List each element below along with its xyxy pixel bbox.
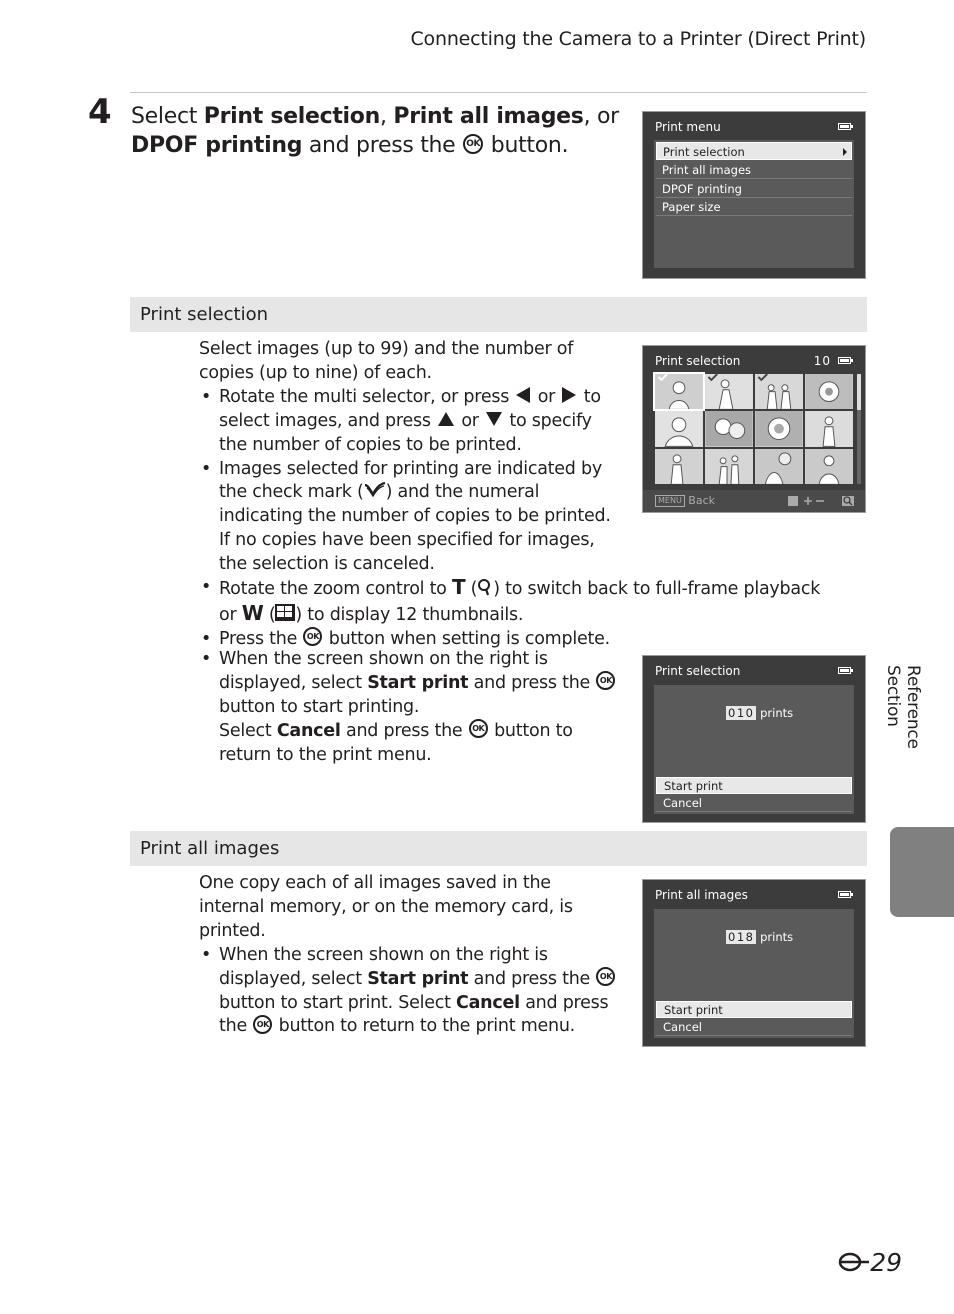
thumbnail-icon — [275, 604, 295, 621]
step-instruction: Select Print selection, Print all images, or DPOF printing and press the OK button. — [131, 104, 619, 158]
thumbnail[interactable] — [755, 449, 803, 484]
down-arrow-icon — [486, 412, 502, 426]
screen-title: Print menu — [655, 120, 721, 134]
side-section-label: Reference Section — [883, 665, 923, 749]
arrow-right-icon — [843, 148, 847, 156]
ok-button-icon: OK — [253, 1015, 272, 1034]
zoom-w-label: W — [241, 600, 264, 625]
menu-item-print-selection[interactable]: Print selection — [656, 142, 852, 160]
screen-print-menu — [642, 111, 866, 279]
menu-list — [654, 140, 854, 268]
right-arrow-icon — [562, 387, 576, 403]
thumbnail[interactable] — [755, 374, 803, 409]
confirm-panel — [654, 685, 854, 814]
back-label: Back — [688, 494, 716, 507]
section-heading-print-selection: Print selection — [130, 297, 867, 332]
battery-icon — [838, 123, 851, 130]
footer-icons — [786, 490, 856, 512]
ok-button-icon: OK — [469, 719, 488, 738]
option-start-print[interactable]: Start print — [656, 1001, 852, 1018]
ok-button-icon: OK — [463, 134, 483, 154]
print-all-text — [199, 872, 619, 1039]
bullet-rotate-selector: • Rotate the multi selector, or press or to select images, and press or to specify the number of copies to be printed. — [199, 386, 619, 458]
thumbnail[interactable] — [705, 374, 753, 409]
confirm-panel — [654, 909, 854, 1038]
battery-icon — [838, 667, 851, 674]
print-selection-text — [199, 338, 619, 577]
screen-footer — [643, 490, 865, 512]
screen-print-selection-grid — [642, 345, 866, 513]
battery-icon — [838, 357, 851, 364]
thumbnail[interactable] — [805, 449, 853, 484]
menu-item-paper-size[interactable]: Paper size — [656, 198, 852, 216]
check-mark-icon — [364, 482, 386, 498]
thumbnail[interactable] — [705, 411, 753, 446]
bullet-start-print-all: • When the screen shown on the right is displayed, select Start print and press the OK button to start print. Select Cancel and press the OK button to return to the print menu. — [199, 944, 619, 1040]
print-selection-intro: Select images (up to 99) and the number of copies (up to nine) of each. — [199, 339, 574, 383]
prints-count: 010 prints — [728, 706, 794, 720]
scroll-bar[interactable] — [857, 374, 861, 484]
option-cancel[interactable]: Cancel — [656, 1019, 852, 1036]
print-selection-text-wide — [199, 576, 839, 652]
prints-count: 018 prints — [728, 930, 794, 944]
magnifier-icon — [477, 578, 493, 596]
print-all-intro: One copy each of all images saved in the internal memory, or on the memory card, is printed. — [199, 873, 573, 941]
screen-title: Print selection — [655, 354, 741, 368]
option-cancel[interactable]: Cancel — [656, 795, 852, 812]
bullet-check-mark: • Images selected for printing are indicated by the check mark ( ) and the numeral indicating the number of copies to be printed. If no copies have been specified for images, the selection is canceled. — [199, 458, 619, 578]
screen-print-all-confirm — [642, 879, 866, 1047]
menu-item-print-all-images[interactable]: Print all images — [656, 161, 852, 179]
bullet-start-print: • When the screen shown on the right is displayed, select Start print and press the OK button to start printing. Select Cancel and press the OK button to return to the print menu. — [199, 648, 619, 768]
screen-title: Print all images — [655, 888, 748, 902]
reference-section-icon — [838, 1252, 870, 1272]
thumbnail[interactable] — [655, 374, 703, 409]
bullet-zoom-control: • Rotate the zoom control to T ( ) to switch back to full-frame playback or W ( ) to display 12 thumbnails. — [199, 576, 839, 628]
header-rule — [130, 92, 867, 93]
bullet-press-ok: • Press the OK button when setting is complete. — [199, 628, 839, 652]
thumbnail-grid — [655, 374, 853, 484]
menu-key-icon: MENU — [655, 495, 685, 507]
zoom-t-label: T — [451, 575, 466, 599]
page-header-title: Connecting the Camera to a Printer (Direct Print) — [410, 28, 866, 50]
thumbnail[interactable] — [755, 411, 803, 446]
thumbnail[interactable] — [655, 449, 703, 484]
battery-icon — [838, 891, 851, 898]
left-arrow-icon — [516, 387, 530, 403]
print-selection-text-start — [199, 648, 619, 768]
screen-print-selection-confirm — [642, 655, 866, 823]
up-arrow-icon — [438, 412, 454, 426]
side-section-tab — [890, 827, 954, 917]
copies-adjust-icon — [786, 495, 832, 507]
ok-button-icon: OK — [596, 967, 615, 986]
thumbnail[interactable] — [805, 411, 853, 446]
thumbnail[interactable] — [805, 374, 853, 409]
ok-button-icon: OK — [303, 627, 322, 646]
zoom-icon — [841, 495, 855, 507]
thumbnail[interactable] — [705, 449, 753, 484]
page-number: 29 — [838, 1248, 902, 1277]
thumbnail[interactable] — [655, 411, 703, 446]
menu-item-dpof-printing[interactable]: DPOF printing — [656, 180, 852, 198]
screen-title: Print selection — [655, 664, 741, 678]
step-number: 4 — [88, 92, 112, 132]
ok-button-icon: OK — [596, 671, 615, 690]
section-heading-print-all-images: Print all images — [130, 831, 867, 866]
print-count: 10 — [813, 354, 831, 368]
option-start-print[interactable]: Start print — [656, 777, 852, 794]
